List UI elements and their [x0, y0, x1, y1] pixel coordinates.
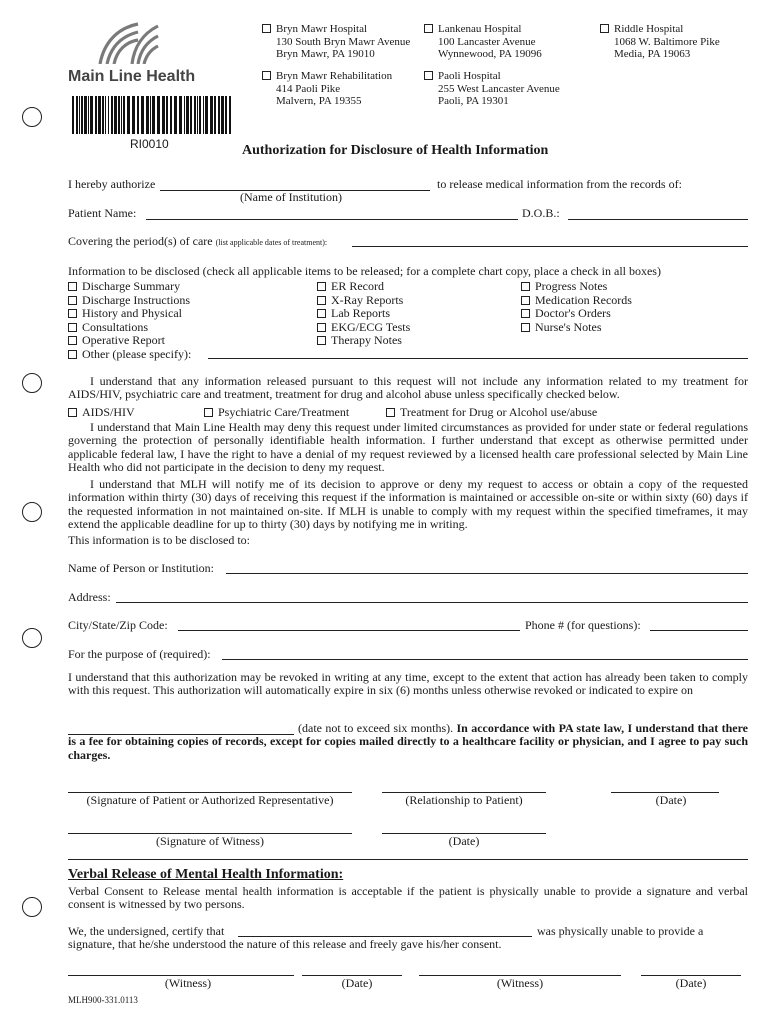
patient-signature-label: (Signature of Patient or Authorized Representative) — [86, 793, 334, 807]
barcode-bar — [111, 96, 113, 134]
understand-paragraph-2: I understand that Main Line Health may deny this request under limited circumstances as provided for under state or federal regulations governing the protection of personally identifiable health information. I further understand that except as otherwise permitted under applicable federal law, I have the right to have a denial of my request reviewed by a licensed health care professional selected by Main Line Health who did not participate in the decision to deny my request. — [68, 420, 748, 475]
info-item[interactable]: ER Record — [317, 280, 410, 294]
patient-name-field[interactable] — [146, 219, 518, 220]
info-item[interactable]: History and Physical — [68, 307, 191, 321]
institution-sublabel: (Name of Institution) — [240, 190, 342, 204]
barcode-bar — [102, 96, 104, 134]
phone-field[interactable] — [650, 630, 748, 631]
address-field[interactable] — [116, 602, 748, 603]
checkbox[interactable] — [68, 350, 77, 359]
barcode-bar — [132, 96, 135, 134]
revoke-paragraph: I understand that this authorization may be revoked in writing at any time, except to the extent that action has already been taken to comply with this request. This authorization will automatically expire in six (6) months unless otherwise revoked or indicated to expire on — [68, 670, 748, 698]
recipient-label: Name of Person or Institution: — [68, 561, 214, 575]
punch-hole-4 — [22, 628, 42, 648]
info-item[interactable]: X-Ray Reports — [317, 294, 410, 308]
barcode-bar — [190, 96, 192, 134]
barcode — [72, 96, 232, 134]
special-item[interactable]: Treatment for Drug or Alcohol use/abuse — [386, 405, 597, 420]
purpose-field[interactable] — [222, 659, 748, 660]
understand-paragraph-1: I understand that any information released pursuant to this request will not include any information related to my treatment for AIDS/HIV, psychiatric care and treatment, treatment for drug and alcohol abuse unless specifically checked below. — [68, 374, 748, 402]
barcode-bar — [174, 96, 177, 134]
hospital-checkbox[interactable] — [424, 71, 433, 80]
form-number: MLH900-331.0113 — [68, 995, 138, 1005]
barcode-bar — [95, 96, 97, 134]
barcode-bar — [108, 96, 109, 134]
address-label: Address: — [68, 590, 111, 604]
barcode-bar — [186, 96, 189, 134]
hospital-riddle: Riddle Hospital 1068 W. Baltimore Pike Media, PA 19063 — [600, 23, 720, 61]
witness1-label: (Witness) — [164, 976, 212, 990]
certify-prefix: We, the undersigned, certify that — [68, 924, 225, 938]
barcode-bar — [152, 96, 155, 134]
barcode-bar — [197, 96, 198, 134]
punch-hole-1 — [22, 107, 42, 127]
hospital-paoli: Paoli Hospital 255 West Lancaster Avenue Paoli, PA 19301 — [424, 70, 560, 108]
other-specify-field[interactable] — [208, 358, 748, 359]
barcode-bar — [214, 96, 216, 134]
info-item[interactable]: Nurse's Notes — [521, 321, 632, 335]
barcode-bar — [123, 96, 125, 134]
certify-line2: signature, that he/she understood the nature of this release and freely gave his/her consent. — [68, 937, 502, 951]
barcode-bar — [205, 96, 208, 134]
checkbox[interactable] — [68, 282, 77, 291]
disclosed-to-label: This information is to be disclosed to: — [68, 533, 250, 547]
relationship-label: (Relationship to Patient) — [405, 793, 523, 807]
checkbox[interactable] — [317, 309, 326, 318]
patient-date-label: (Date) — [655, 793, 687, 807]
certify-suffix: was physically unable to provide a — [537, 924, 704, 938]
barcode-bar — [194, 96, 196, 134]
barcode-bar — [203, 96, 204, 134]
barcode-bar — [121, 96, 122, 134]
verbal-heading: Verbal Release of Mental Health Information: — [68, 867, 344, 882]
punch-hole-2 — [22, 373, 42, 393]
checkbox[interactable] — [317, 282, 326, 291]
checkbox[interactable] — [68, 336, 77, 345]
barcode-bar — [157, 96, 160, 134]
special-item[interactable]: AIDS/HIV — [68, 405, 135, 420]
hospital-checkbox[interactable] — [262, 71, 271, 80]
info-item[interactable]: Discharge Instructions — [68, 294, 191, 308]
barcode-bar — [118, 96, 120, 134]
barcode-bar — [166, 96, 168, 134]
covering-label: Covering the period(s) of care (list applicable dates of treatment): — [68, 234, 328, 248]
hospital-checkbox[interactable] — [262, 24, 271, 33]
barcode-bar — [184, 96, 185, 134]
barcode-bar — [179, 96, 182, 134]
barcode-bar — [105, 96, 106, 134]
info-item[interactable]: EKG/ECG Tests — [317, 321, 410, 335]
info-item[interactable]: Operative Report — [68, 334, 191, 348]
checkbox[interactable] — [521, 323, 530, 332]
barcode-bar — [84, 96, 87, 134]
barcode-bar — [221, 96, 224, 134]
barcode-bar — [150, 96, 151, 134]
barcode-label: RI0010 — [130, 137, 169, 151]
checkbox[interactable] — [317, 323, 326, 332]
page-title: Authorization for Disclosure of Health Information — [242, 143, 549, 158]
punch-hole-5 — [22, 897, 42, 917]
barcode-bar — [76, 96, 78, 134]
barcode-bar — [218, 96, 220, 134]
authorize-prefix: I hereby authorize — [68, 177, 156, 191]
checkbox[interactable] — [521, 309, 530, 318]
understand-paragraph-3: I understand that MLH will notify me of its decision to approve or deny my request to access or obtain a copy of the requested information within thirty (30) days of receiving this request if the information is maintained or accessible on-site or within sixty (60) days if the requested information in not maintained on-site. If MLH is unable to comply with my request within the specified timeframes, it may extend the applicable deadline for up to thirty (30) days by notifying me in writing. — [68, 477, 748, 532]
witness2-label: (Witness) — [496, 976, 544, 990]
checkbox[interactable] — [68, 296, 77, 305]
barcode-bar — [127, 96, 130, 134]
authorize-suffix: to release medical information from the records of: — [437, 177, 682, 191]
barcode-bar — [146, 96, 149, 134]
checkbox[interactable] — [521, 296, 530, 305]
barcode-bar — [98, 96, 101, 134]
logo-arches-icon — [98, 20, 160, 64]
barcode-bar — [170, 96, 172, 134]
section-divider — [68, 859, 748, 860]
info-col-1 — [68, 280, 191, 362]
barcode-bar — [199, 96, 201, 134]
barcode-bar — [141, 96, 144, 134]
info-item[interactable]: Medication Records — [521, 294, 632, 308]
barcode-bar — [210, 96, 213, 134]
barcode-bar — [88, 96, 89, 134]
patient-name-label: Patient Name: — [68, 206, 137, 220]
recipient-field[interactable] — [226, 573, 748, 574]
punch-hole-3 — [22, 502, 42, 522]
logo-text: Main Line Health — [68, 68, 196, 85]
checkbox[interactable] — [521, 282, 530, 291]
checkbox[interactable] — [68, 323, 77, 332]
info-item[interactable]: Lab Reports — [317, 307, 410, 321]
info-item[interactable]: Progress Notes — [521, 280, 632, 294]
phone-label: Phone # (for questions): — [525, 618, 641, 632]
info-item[interactable]: Consultations — [68, 321, 191, 335]
barcode-bar — [114, 96, 117, 134]
info-item-other[interactable]: Other (please specify): — [68, 348, 191, 362]
date2-label: (Date) — [675, 976, 707, 990]
hospital-checkbox[interactable] — [424, 24, 433, 33]
hospital-lankenau: Lankenau Hospital 100 Lancaster Avenue Wynnewood, PA 19096 — [424, 23, 542, 61]
barcode-bar — [225, 96, 227, 134]
checkbox[interactable] — [68, 408, 77, 417]
hospital-checkbox[interactable] — [600, 24, 609, 33]
barcode-bar — [90, 96, 93, 134]
city-field[interactable] — [178, 630, 520, 631]
barcode-bar — [229, 96, 231, 134]
main-line-health-logo — [68, 20, 198, 90]
hospital-bryn-mawr: Bryn Mawr Hospital 130 South Bryn Mawr Avenue Bryn Mawr, PA 19010 — [262, 23, 410, 61]
info-item[interactable]: Doctor's Orders — [521, 307, 632, 321]
hospital-bryn-mawr-rehab: Bryn Mawr Rehabilitation 414 Paoli Pike Malvern, PA 19355 — [262, 70, 392, 108]
city-label: City/State/Zip Code: — [68, 618, 168, 632]
barcode-bar — [81, 96, 83, 134]
verbal-text: Verbal Consent to Release mental health information is acceptable if the patient is physically unable to provide a signature and verbal consent is witnessed by two persons. — [68, 884, 748, 912]
special-item[interactable]: Psychiatric Care/Treatment — [204, 405, 349, 420]
barcode-bar — [137, 96, 139, 134]
info-col-3 — [521, 280, 632, 334]
barcode-bars — [72, 96, 232, 134]
info-item[interactable]: Discharge Summary — [68, 280, 191, 294]
checkbox[interactable] — [386, 408, 395, 417]
checkbox[interactable] — [204, 408, 213, 417]
dob-label: D.O.B.: — [522, 206, 560, 220]
date1-label: (Date) — [341, 976, 373, 990]
checkbox[interactable] — [317, 336, 326, 345]
barcode-bar — [72, 96, 74, 134]
witness-signature-label: (Signature of Witness) — [156, 834, 264, 848]
barcode-bar — [162, 96, 165, 134]
covering-dates-field[interactable] — [352, 246, 748, 247]
checkbox[interactable] — [317, 296, 326, 305]
barcode-bar — [79, 96, 80, 134]
witness-date-label: (Date) — [448, 834, 480, 848]
info-item[interactable]: Therapy Notes — [317, 334, 410, 348]
purpose-label: For the purpose of (required): — [68, 647, 211, 661]
info-col-2 — [317, 280, 410, 348]
checkbox[interactable] — [68, 309, 77, 318]
dob-field[interactable] — [568, 219, 748, 220]
info-heading: Information to be disclosed (check all applicable items to be released; for a complete chart copy, place a check in all boxes) — [68, 264, 661, 278]
fee-paragraph: (date not to exceed six months). In accordance with PA state law, I understand that there is a fee for obtaining copies of records, except for copies mailed directly to a healthcare facility or physician, and I agree to pay such charges. — [68, 721, 749, 762]
